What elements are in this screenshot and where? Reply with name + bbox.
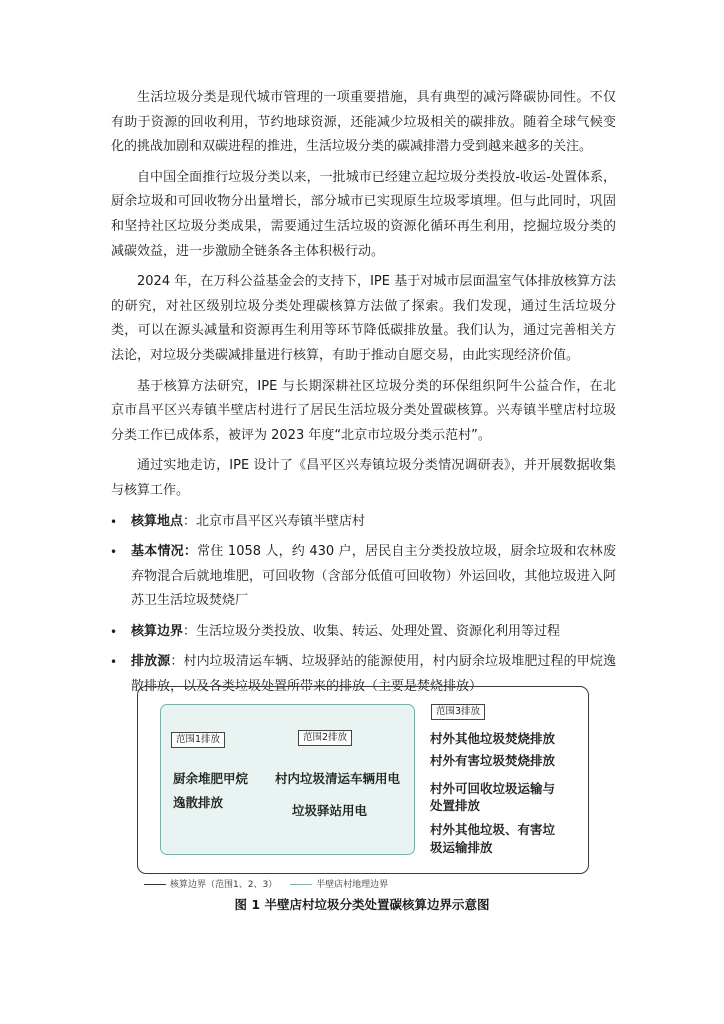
legend-village-boundary: 半壁店村地理边界 <box>316 880 389 890</box>
scope1-item: 厨余堆肥甲烷 <box>173 771 249 786</box>
bullet-text: ：生活垃圾分类投放、收集、转运、处理处置、资源化利用等过程 <box>183 623 561 639</box>
bullet-key: 排放源 <box>131 654 171 670</box>
bullet-dot-icon: • <box>110 514 118 529</box>
accounting-boundary-diagram <box>137 686 589 874</box>
legend-accounting-boundary: 核算边界（范围1、2、3） <box>170 880 278 890</box>
bullet-text: ：村内垃圾清运车辆、垃圾驿站的能源使用，村内厨余垃圾堆肥过程的甲烷逸散排放，以及各类垃圾处置所带来的排放（主要是焚烧排放） <box>131 654 616 695</box>
paragraph-cooperation: 基于核算方法研究，IPE 与长期深耕社区垃圾分类的环保组织阿牛公益合作，在北京市昌平区兴寿镇半壁店村进行了居民生活垃圾分类处置碳核算。兴寿镇半壁店村垃圾分类工作已成体系，被评为 2023 年度“北京市垃圾分类示范村”。 <box>111 378 616 443</box>
bullet-key: 基本情况： <box>131 544 198 560</box>
bullet-dot-icon: • <box>110 624 118 639</box>
paragraph-method: 2024 年，在万科公益基金会的支持下，IPE 基于对城市层面温室气体排放核算方法的研究，对社区级别垃圾分类处理碳核算方法做了探索。我们发现，通过生活垃圾分类，可以在源头减量和资源再生利用等环节降低碳排放量。我们认为，通过完善相关方法论，对垃圾分类碳减排量进行核算，有助于推动自愿交易，由此实现经济价值。 <box>111 274 616 363</box>
accounting-boundary-line-icon <box>144 884 166 885</box>
village-boundary-box <box>160 704 415 855</box>
bullet-key: 核算边界 <box>131 623 184 639</box>
info-bullet-list <box>111 510 616 700</box>
paragraph-intro: 生活垃圾分类是现代城市管理的一项重要措施，具有典型的减污降碳协同性。不仅有助于资源的回收利用，节约地球资源，还能减少垃圾相关的碳排放。随着全球气候变化的挑战加剧和双碳进程的推进，生活垃圾分类的碳减排潜力受到越来越多的关注。 <box>111 90 616 155</box>
scope3-label: 范围3排放 <box>431 704 485 720</box>
bullet-text: ：北京市昌平区兴寿镇半壁店村 <box>183 513 366 529</box>
scope2-label: 范围2排放 <box>298 730 352 746</box>
scope3-item: 村外其他垃圾、有害垃 <box>430 822 556 837</box>
scope3-item: 村外有害垃圾焚烧排放 <box>430 753 556 768</box>
bullet-location <box>111 510 616 535</box>
bullet-key: 核算地点 <box>131 513 184 529</box>
scope3-item: 圾运输排放 <box>430 840 493 855</box>
scope2-item: 垃圾驿站用电 <box>292 803 368 818</box>
scope2-item: 村内垃圾清运车辆用电 <box>275 771 401 786</box>
scope3-item: 村外可回收垃圾运输与 <box>430 781 556 796</box>
bullet-dot-icon: • <box>110 655 118 670</box>
scope1-label: 范围1排放 <box>171 732 225 748</box>
scope3-item: 处置排放 <box>430 798 481 813</box>
body-text <box>111 86 616 706</box>
figure-caption: 图 1 半壁店村垃圾分类处置碳核算边界示意图 <box>234 897 490 912</box>
paragraph-survey: 通过实地走访，IPE 设计了《昌平区兴寿镇垃圾分类情况调研表》，并开展数据收集与核算工作。 <box>111 458 616 498</box>
scope3-item: 村外其他垃圾焚烧排放 <box>430 731 556 746</box>
bullet-dot-icon: • <box>110 545 118 560</box>
bullet-text: 常住 1058 人，约 430 户，居民自主分类投放垃圾，厨余垃圾和农林废弃物混合后就地堆肥，可回收物（含部分低值可回收物）外运回收，其他垃圾进入阿苏卫生活垃圾焚烧厂 <box>131 544 616 609</box>
bullet-basic-info <box>111 540 616 614</box>
paragraph-background: 自中国全面推行垃圾分类以来，一批城市已经建立起垃圾分类投放-收运-处置体系，厨余垃圾和可回收物分出量增长，部分城市已实现原生垃圾零填埋。但与此同时，巩固和坚持社区垃圾分类成果，需要通过生活垃圾的资源化循环再生利用，挖掘垃圾分类的减碳效益，进一步激励全链条各主体积极行动。 <box>111 169 616 259</box>
bullet-boundary <box>111 620 616 645</box>
scope1-item: 逸散排放 <box>173 795 224 810</box>
diagram-legend <box>144 879 388 891</box>
village-boundary-line-icon <box>290 884 312 885</box>
